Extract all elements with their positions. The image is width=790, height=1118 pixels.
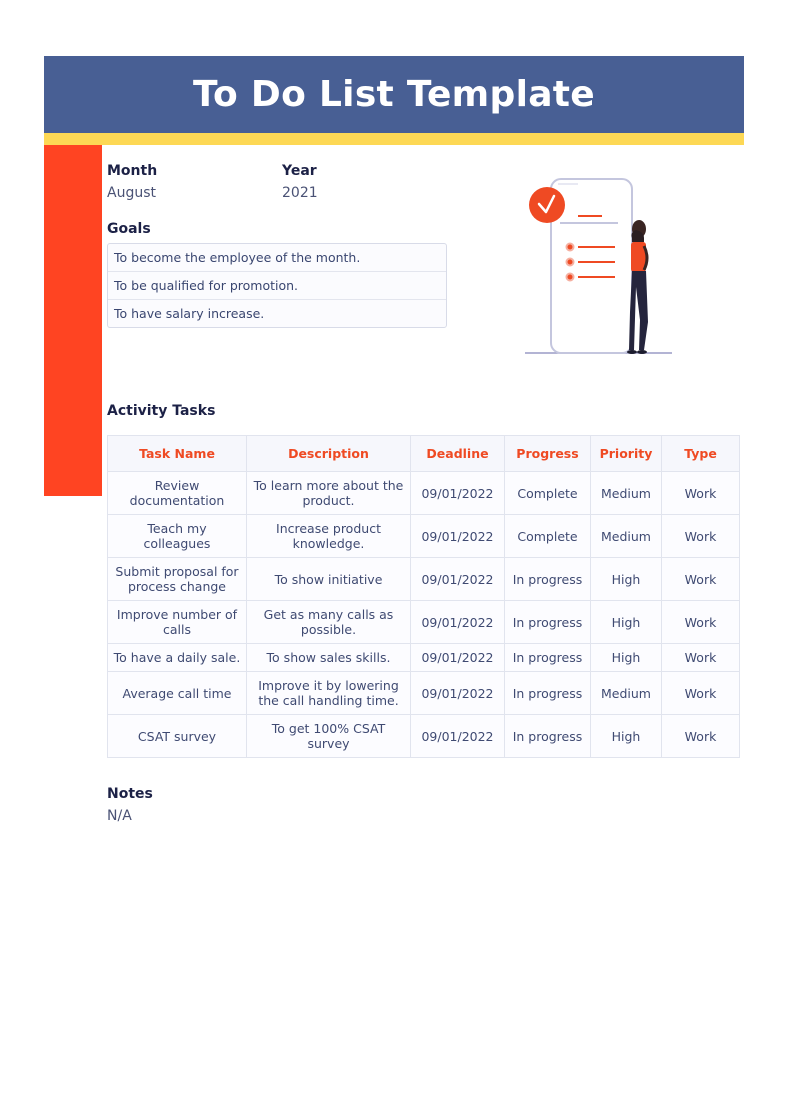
cell-deadline: 09/01/2022 bbox=[411, 472, 505, 515]
cell-task-name: CSAT survey bbox=[108, 715, 247, 758]
cell-task-name: Improve number of calls bbox=[108, 601, 247, 644]
table-row bbox=[108, 558, 740, 601]
table-row bbox=[108, 644, 740, 672]
month-value: August bbox=[107, 185, 156, 201]
column-header-task-name: Task Name bbox=[108, 436, 247, 472]
activity-tasks-table bbox=[107, 435, 740, 758]
cell-progress: In progress bbox=[505, 558, 591, 601]
cell-priority: High bbox=[591, 558, 662, 601]
cell-type: Work bbox=[662, 601, 740, 644]
cell-type: Work bbox=[662, 558, 740, 601]
cell-type: Work bbox=[662, 472, 740, 515]
cell-priority: High bbox=[591, 715, 662, 758]
table-row bbox=[108, 515, 740, 558]
year-label: Year bbox=[282, 163, 317, 179]
cell-deadline: 09/01/2022 bbox=[411, 515, 505, 558]
cell-task-name: Average call time bbox=[108, 672, 247, 715]
table-header-row bbox=[108, 436, 740, 472]
cell-task-name: Review documentation bbox=[108, 472, 247, 515]
cell-type: Work bbox=[662, 515, 740, 558]
goals-list bbox=[107, 243, 447, 328]
cell-description: Improve it by lowering the call handling time. bbox=[247, 672, 411, 715]
cell-priority: Medium bbox=[591, 472, 662, 515]
goal-item: To be qualified for promotion. bbox=[108, 272, 446, 300]
table-row bbox=[108, 601, 740, 644]
page-title: To Do List Template bbox=[192, 74, 596, 115]
cell-description: To get 100% CSAT survey bbox=[247, 715, 411, 758]
yellow-accent-bar bbox=[44, 133, 744, 145]
cell-task-name: Submit proposal for process change bbox=[108, 558, 247, 601]
column-header-type: Type bbox=[662, 436, 740, 472]
cell-description: To show initiative bbox=[247, 558, 411, 601]
cell-type: Work bbox=[662, 672, 740, 715]
column-header-deadline: Deadline bbox=[411, 436, 505, 472]
notes-value: N/A bbox=[107, 808, 132, 824]
list-bullet-icon bbox=[567, 259, 574, 266]
todo-illustration bbox=[520, 172, 680, 362]
goal-item: To have salary increase. bbox=[114, 306, 265, 321]
cell-task-name: Teach my colleagues bbox=[108, 515, 247, 558]
notes-label: Notes bbox=[107, 786, 153, 802]
cell-priority: High bbox=[591, 644, 662, 672]
list-bullet-icon bbox=[567, 244, 574, 251]
cell-progress: In progress bbox=[505, 672, 591, 715]
list-bullet-icon bbox=[567, 274, 574, 281]
cell-priority: Medium bbox=[591, 515, 662, 558]
cell-deadline: 09/01/2022 bbox=[411, 672, 505, 715]
cell-deadline: 09/01/2022 bbox=[411, 715, 505, 758]
activity-tasks-label: Activity Tasks bbox=[107, 403, 216, 419]
goals-label: Goals bbox=[107, 221, 151, 237]
cell-progress: Complete bbox=[505, 515, 591, 558]
page-header bbox=[44, 56, 744, 133]
column-header-progress: Progress bbox=[505, 436, 591, 472]
cell-progress: In progress bbox=[505, 715, 591, 758]
cell-task-name: To have a daily sale. bbox=[108, 644, 247, 672]
table-row bbox=[108, 715, 740, 758]
cell-progress: In progress bbox=[505, 644, 591, 672]
cell-priority: High bbox=[591, 601, 662, 644]
cell-progress: Complete bbox=[505, 472, 591, 515]
cell-deadline: 09/01/2022 bbox=[411, 601, 505, 644]
red-accent-bar bbox=[44, 145, 102, 496]
cell-deadline: 09/01/2022 bbox=[411, 558, 505, 601]
cell-priority: Medium bbox=[591, 672, 662, 715]
goal-item: To become the employee of the month. bbox=[108, 244, 446, 272]
table-row bbox=[108, 472, 740, 515]
cell-deadline: 09/01/2022 bbox=[411, 644, 505, 672]
cell-type: Work bbox=[662, 644, 740, 672]
cell-description: Get as many calls as possible. bbox=[247, 601, 411, 644]
cell-description: Increase product knowledge. bbox=[247, 515, 411, 558]
cell-type: Work bbox=[662, 715, 740, 758]
month-label: Month bbox=[107, 163, 158, 179]
column-header-priority: Priority bbox=[591, 436, 662, 472]
check-circle-icon bbox=[529, 187, 565, 223]
table-row bbox=[108, 672, 740, 715]
year-value: 2021 bbox=[282, 185, 318, 201]
column-header-description: Description bbox=[247, 436, 411, 472]
cell-description: To show sales skills. bbox=[247, 644, 411, 672]
cell-description: To learn more about the product. bbox=[247, 472, 411, 515]
cell-progress: In progress bbox=[505, 601, 591, 644]
